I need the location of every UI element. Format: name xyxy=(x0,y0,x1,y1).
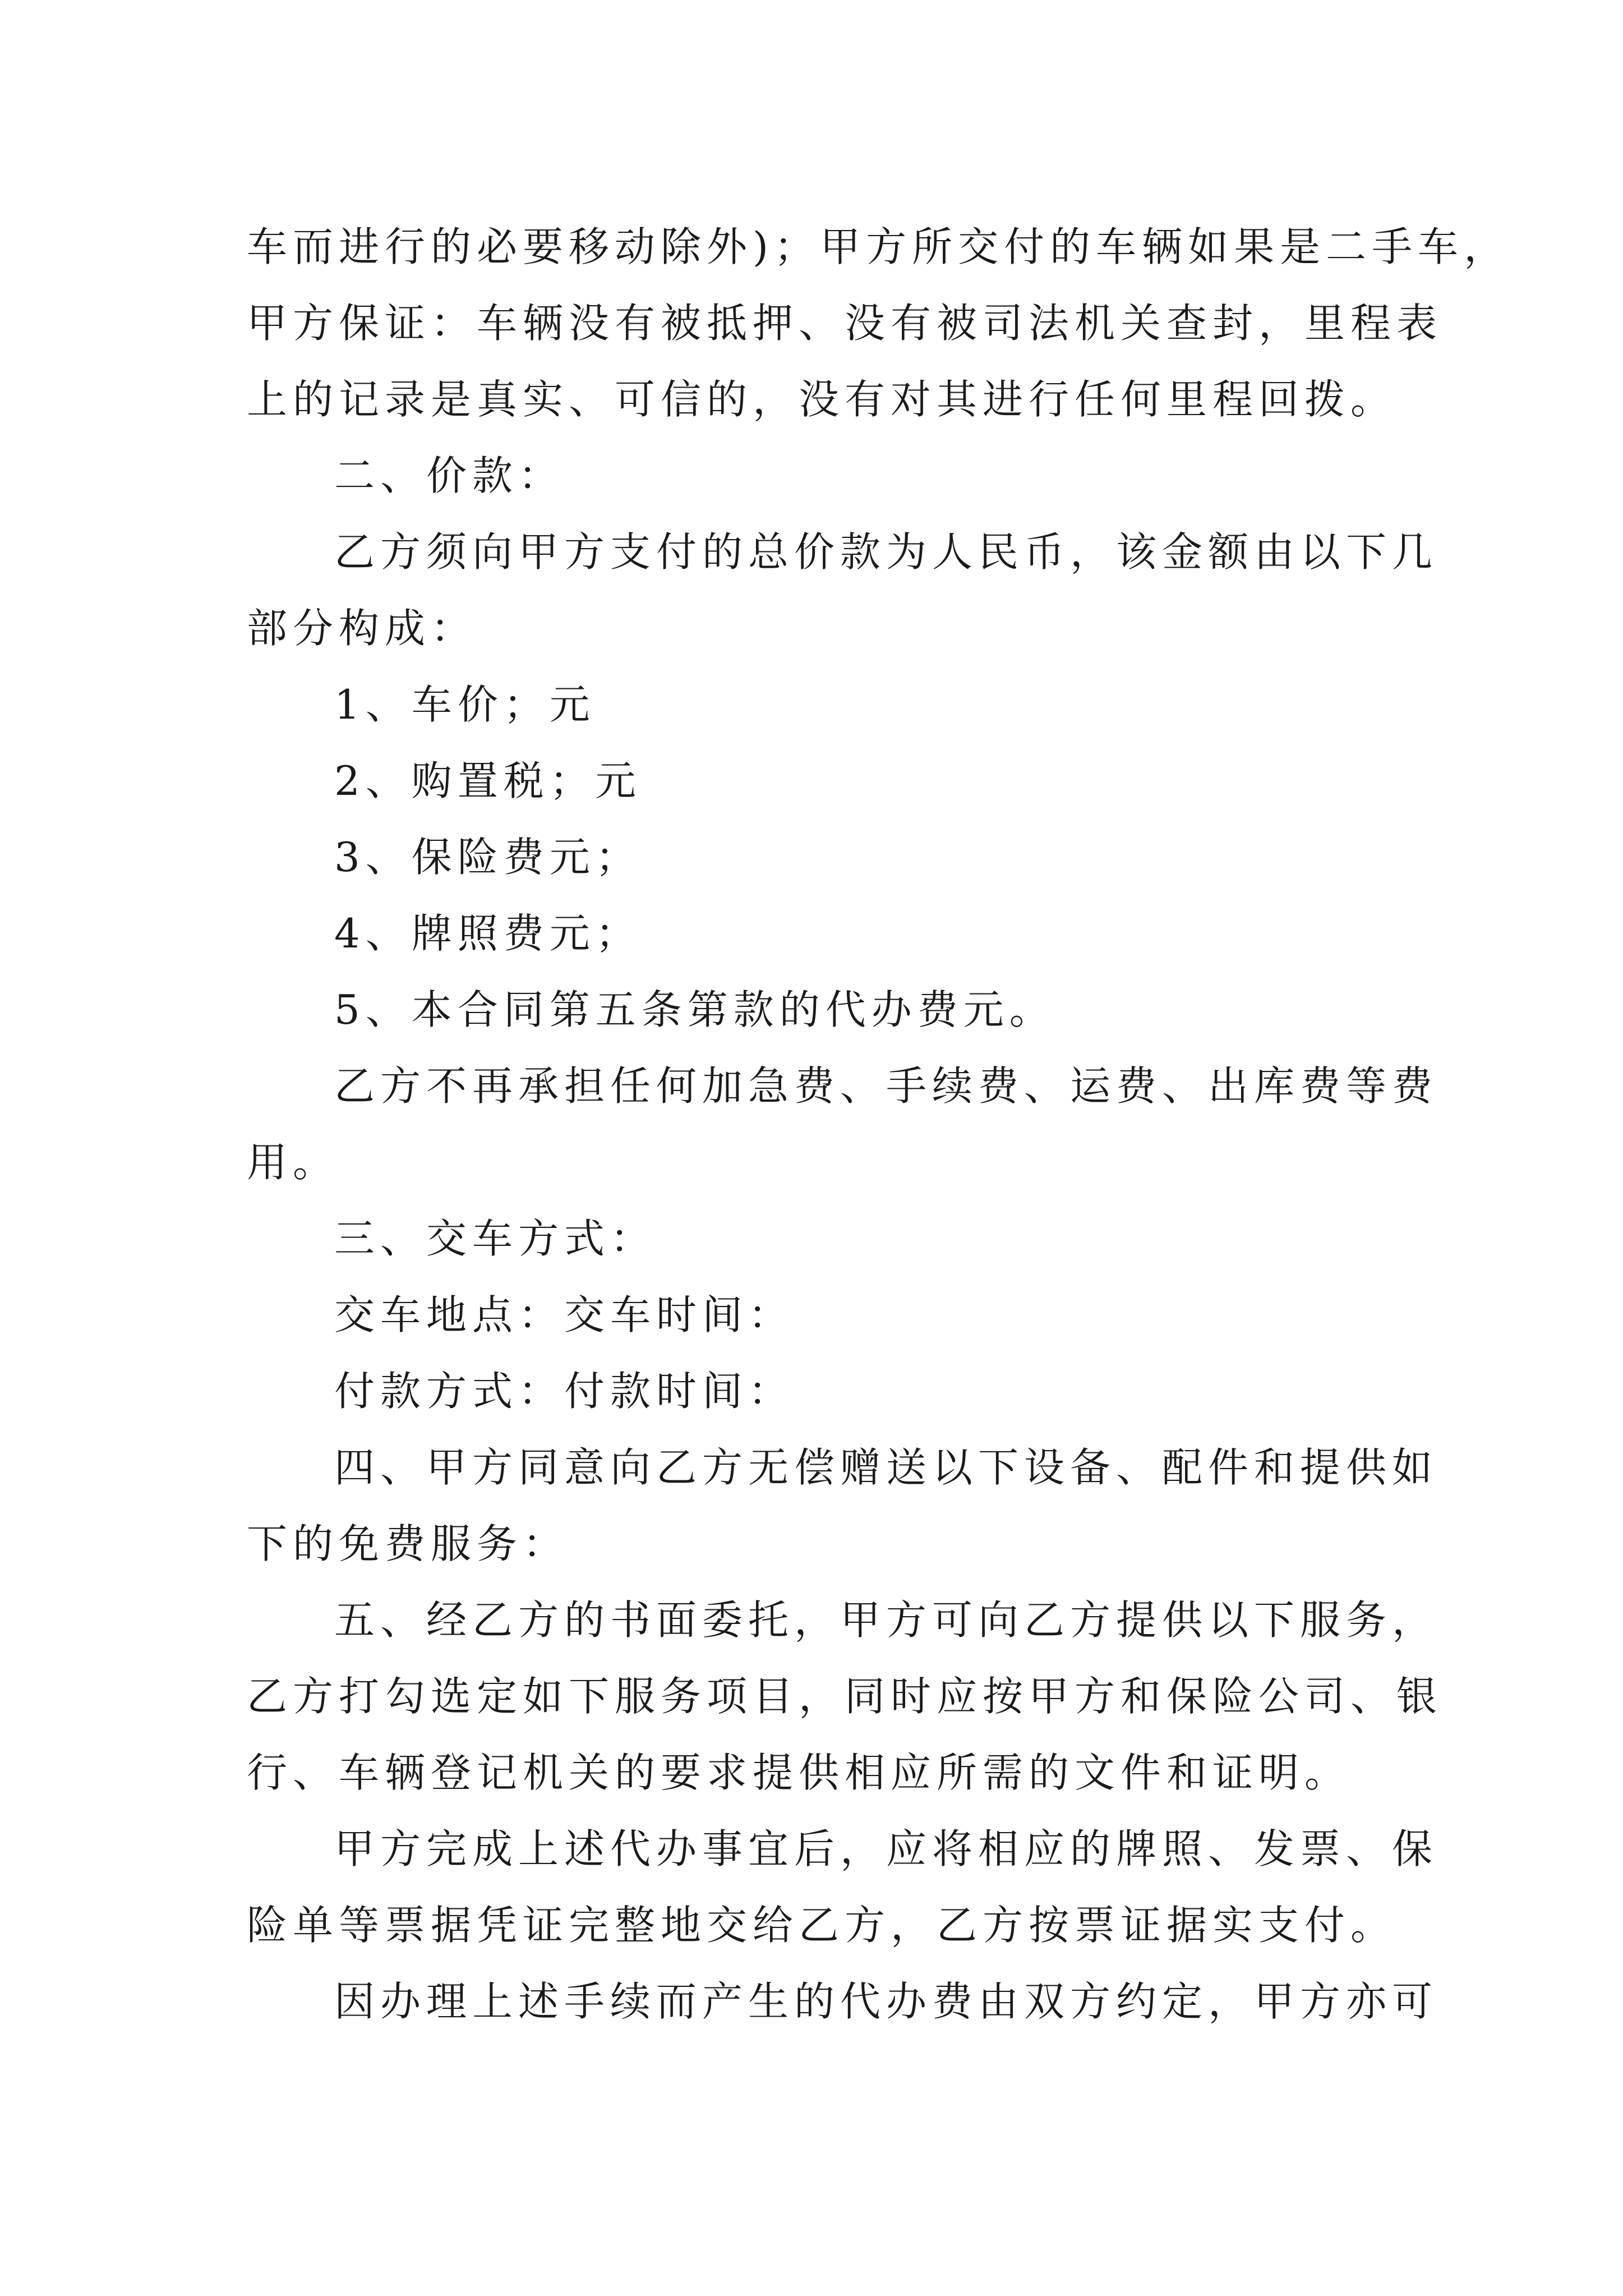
list-item-2: 2、购置税；元 xyxy=(334,757,642,804)
text-line-2: 甲方保证：车辆没有被抵押、没有被司法机关查封，里程表 xyxy=(247,300,1443,347)
text-line-16: 付款方式：付款时间： xyxy=(334,1368,795,1415)
text-line-23: 险单等票据凭证完整地交给乙方，乙方按票证据实支付。 xyxy=(247,1902,1397,1949)
section-heading-price: 二、价款： xyxy=(334,452,565,499)
list-item-3: 3、保险费元； xyxy=(334,834,642,881)
text-line-12: 乙方不再承担任何加急费、手续费、运费、出库费等费 xyxy=(334,1062,1438,1110)
list-item-5: 5、本合同第五条第款的代办费元。 xyxy=(334,986,1055,1033)
text-line-3: 上的记录是真实、可信的，没有对其进行任何里程回拨。 xyxy=(247,376,1397,423)
text-line-18: 下的免费服务： xyxy=(247,1520,569,1567)
text-line-22: 甲方完成上述代办事宜后，应将相应的牌照、发票、保 xyxy=(334,1825,1438,1872)
text-line-15: 交车地点：交车时间： xyxy=(334,1291,795,1338)
section-heading-services: 五、经乙方的书面委托，甲方可向乙方提供以下服务， xyxy=(334,1596,1438,1644)
text-line-1: 车而进行的必要移动除外)；甲方所交付的车辆如果是二手车， xyxy=(247,223,1510,270)
text-line-20: 乙方打勾选定如下服务项目，同时应按甲方和保险公司、银 xyxy=(247,1673,1443,1720)
section-heading-gifts: 四、甲方同意向乙方无偿赠送以下设备、配件和提供如 xyxy=(334,1444,1438,1491)
section-heading-delivery: 三、交车方式： xyxy=(334,1215,657,1262)
text-line-6: 部分构成： xyxy=(247,605,477,652)
text-line-13: 用。 xyxy=(247,1139,339,1186)
text-line-24: 因办理上述手续而产生的代办费由双方约定，甲方亦可 xyxy=(334,1978,1438,2025)
list-item-1: 1、车价；元 xyxy=(334,681,596,728)
list-item-4: 4、牌照费元； xyxy=(334,910,642,957)
text-line-21: 行、车辆登记机关的要求提供相应所需的文件和证明。 xyxy=(247,1749,1351,1796)
text-line-5: 乙方须向甲方支付的总价款为人民币，该金额由以下几 xyxy=(334,528,1438,576)
